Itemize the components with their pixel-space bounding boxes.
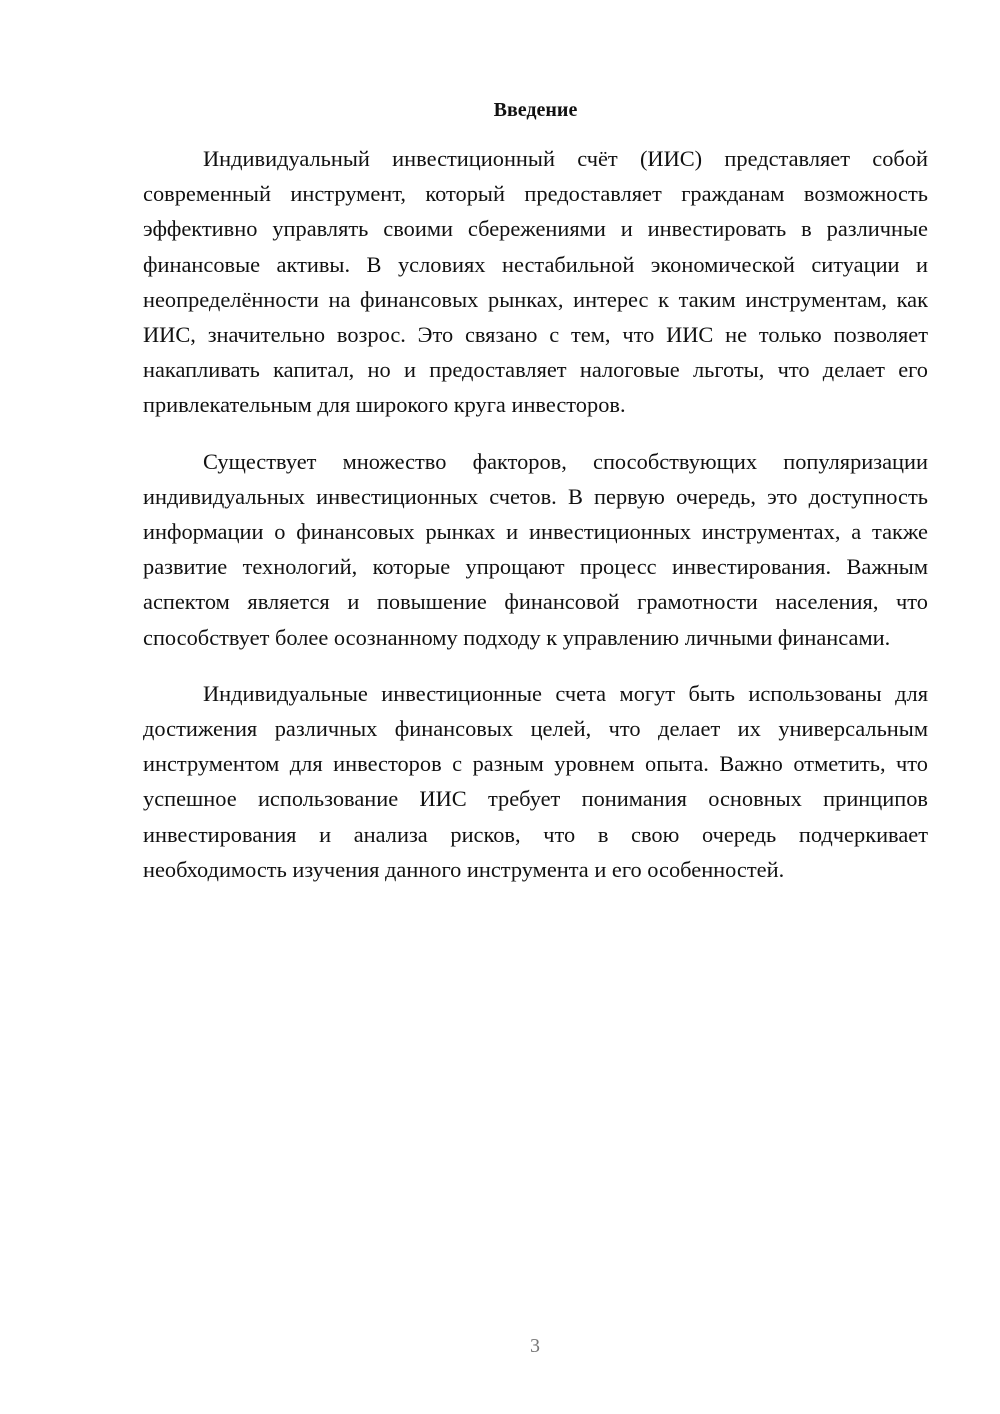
paragraph-3: Индивидуальные инвестиционные счета могут быть использованы для достижения различных финансовых целей, что делает их универсальным инструментом для инвесторов с разным уровнем опыта. Важно отметить, что успешное использование ИИС требует понимания основных принципов инвестирования и анализа рисков, что в свою очередь подчеркивает необходимость изучения данного инструмента и его особенностей. xyxy=(143,680,928,882)
section-title: Введение xyxy=(493,99,578,121)
paragraph-2: Существует множество факторов, способствующих популяризации индивидуальных инвестиционных счетов. В первую очередь, это доступность информации о финансовых рынках и инвестиционных инструментах, а также развитие технологий, которые упрощают процесс инвестирования. Важным аспектом является и повышение финансовой грамотности населения, что способствует более осознанному подходу к управлению личными финансами. xyxy=(143,448,928,650)
page-number: 3 xyxy=(530,1335,540,1357)
page-content xyxy=(143,92,928,887)
paragraph-1: Индивидуальный инвестиционный счёт (ИИС) представляет собой современный инструмент, который предоставляет гражданам возможность эффективно управлять своими сбережениями и инвестировать в различные финансовые активы. В условиях нестабильной экономической ситуации и неопределённости на финансовых рынках, интерес к таким инструментам, как ИИС, значительно возрос. Это связано с тем, что ИИС не только позволяет накапливать капитал, но и предоставляет налоговые льготы, что делает его привлекательным для широкого круга инвесторов. xyxy=(143,146,928,418)
